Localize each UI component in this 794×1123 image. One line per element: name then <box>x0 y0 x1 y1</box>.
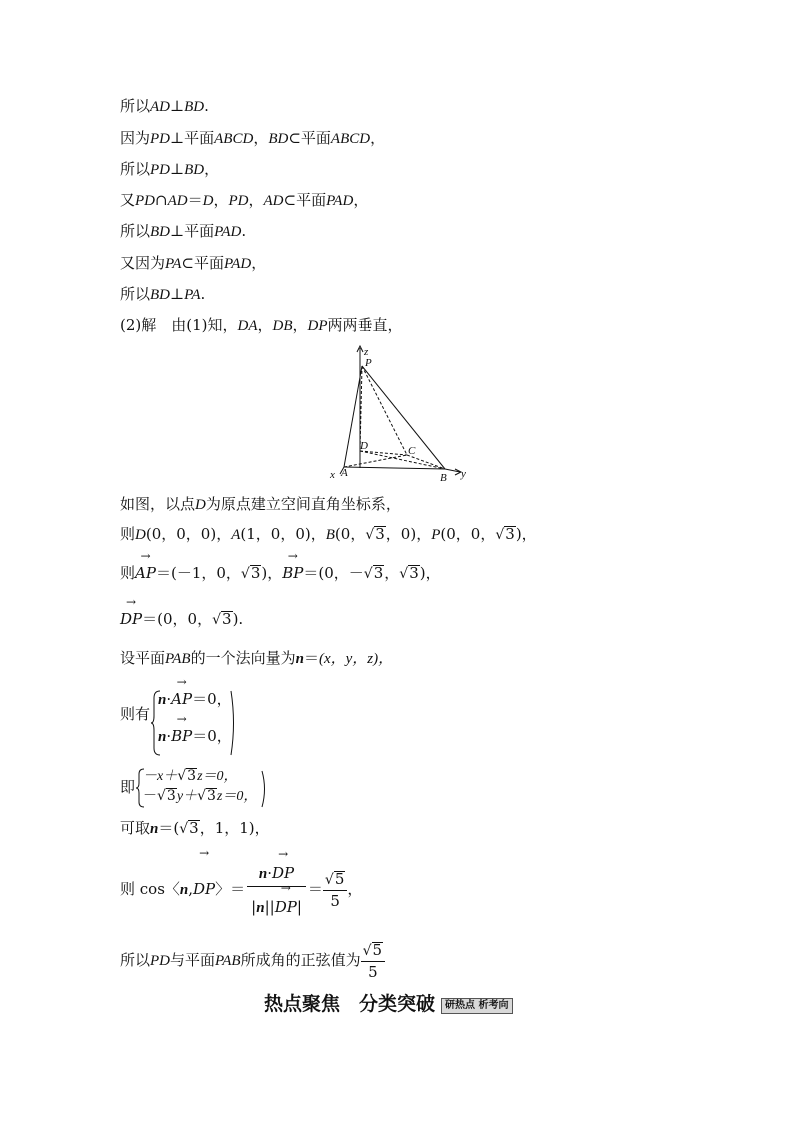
word: 所成角的正弦值为 <box>240 951 361 969</box>
math-var: B <box>325 527 335 543</box>
math-var: BD <box>184 99 205 115</box>
word: 因为 <box>120 129 151 147</box>
symbol: ⊥ <box>170 129 185 147</box>
vector-n: n <box>295 651 304 667</box>
label-A: A <box>341 467 348 479</box>
right-paren-1 <box>229 690 237 756</box>
sine-fraction <box>361 940 385 982</box>
word: 所以 <box>120 951 151 969</box>
system-1-label <box>120 704 150 724</box>
sqrt-sign: √ <box>324 872 334 888</box>
proof-line-12 <box>120 609 243 630</box>
radicand: 3 <box>250 564 261 582</box>
proof-line-4 <box>120 190 368 211</box>
result-fraction <box>323 869 347 911</box>
punct: ， <box>204 160 220 178</box>
punct: ， <box>216 525 232 543</box>
denominator: 5 <box>361 961 385 982</box>
section-banner <box>264 991 513 1017</box>
math-var: AD <box>167 193 188 209</box>
word: 如图，以点 <box>120 495 196 513</box>
word: 所以 <box>120 160 151 178</box>
symbol: ＝ <box>303 649 319 667</box>
math-var: PAB <box>165 651 191 667</box>
punct: ， <box>251 254 267 272</box>
word: 则 <box>120 564 136 582</box>
coord-value: (0，0， <box>440 525 496 543</box>
label-z: z <box>364 346 369 358</box>
vector-value: (0，－ <box>318 564 364 582</box>
label-x: x <box>330 469 335 481</box>
word: 又因为 <box>120 254 166 272</box>
vector-DP: → DP <box>120 609 142 629</box>
coord-value: (0，0，0) <box>145 525 217 543</box>
math-var: D <box>202 193 214 209</box>
sqrt-sign: √ <box>363 566 373 582</box>
symbol: ⊂ <box>181 254 194 272</box>
word: 设平面 <box>120 649 166 667</box>
sqrt-sign: √ <box>362 943 372 959</box>
punct: ， <box>248 191 264 209</box>
vector-n: n <box>158 692 167 708</box>
equation-rhs: ＝0， <box>192 690 232 708</box>
radicand: 3 <box>375 525 385 543</box>
abs-bar: | <box>296 897 302 916</box>
vector-n: n <box>158 729 167 745</box>
vector-BP: → BP <box>282 563 303 583</box>
word: 则 <box>120 525 136 543</box>
symbol: ⊥ <box>170 222 185 240</box>
punct: . <box>200 285 206 303</box>
radicand: 3 <box>206 788 216 804</box>
word: 平面 <box>300 129 331 147</box>
proof-line-final <box>120 938 385 983</box>
vector-n: n <box>150 821 159 837</box>
edge-AB <box>344 467 445 469</box>
word: 由(1)知， <box>171 316 238 334</box>
system-1-eq-2: n·→ BP＝0， <box>158 726 232 747</box>
proof-line-cos: 则 cos〈n,→ DP〉＝ $\frac{n\cdot\to DP}{|n||\to DP|}$ ＝ $\frac{√5}{5}$ ， <box>120 860 362 920</box>
punct: ， <box>213 191 229 209</box>
label-P: P <box>365 357 372 369</box>
symbol: 〉＝ <box>215 880 246 898</box>
math-var: PD <box>150 953 171 969</box>
vector-DP: → DP <box>275 895 297 919</box>
vector-DP: → DP <box>272 861 294 885</box>
radicand: 3 <box>505 525 515 543</box>
label-C: C <box>408 445 416 457</box>
edge-PB <box>362 366 445 469</box>
math-var: PAD <box>326 193 354 209</box>
equation-term: y＋ <box>176 789 198 804</box>
proof-line-9 <box>120 494 401 515</box>
word: 则有 <box>120 705 151 723</box>
punct: ， <box>292 316 308 334</box>
math-var: PAD <box>214 224 242 240</box>
math-var: PA <box>184 287 201 303</box>
radicand: 3 <box>409 564 419 582</box>
vector-value: (0，0， <box>157 610 213 628</box>
symbol: ＝ <box>303 564 319 582</box>
math-var: DP <box>307 318 328 334</box>
math-var: P <box>431 527 441 543</box>
punct: . <box>241 222 247 240</box>
abs-bar: | <box>269 897 275 916</box>
math-var: BD <box>150 224 171 240</box>
symbol: ⊥ <box>170 97 185 115</box>
vector-value: (－1，0， <box>170 564 241 582</box>
math-var: D <box>135 527 146 543</box>
math-var: BD <box>184 162 205 178</box>
math-var: D <box>195 497 206 513</box>
radicand: 3 <box>222 610 232 628</box>
symbol: ⊥ <box>170 285 185 303</box>
proof-line-10 <box>120 524 537 545</box>
system-2-eq-1 <box>143 767 238 786</box>
proof-line-2 <box>120 128 385 149</box>
punct: ， <box>257 316 273 334</box>
coord-value: ，0) <box>385 525 417 543</box>
math-var: PAD <box>224 256 252 272</box>
sqrt-sign: √ <box>179 821 189 837</box>
part-label: (2)解 <box>120 316 157 334</box>
proof-line-take-n <box>120 818 270 839</box>
word: 与平面 <box>170 951 216 969</box>
word: 所以 <box>120 97 151 115</box>
label-B: B <box>440 472 447 484</box>
symbol: ＝ <box>307 880 323 898</box>
word: 为原点建立空间直角坐标系， <box>205 495 401 513</box>
sqrt-sign: √ <box>495 527 505 543</box>
proof-line-7 <box>120 284 205 305</box>
math-var: ABCD <box>214 131 254 147</box>
word: 平面 <box>296 191 327 209</box>
math-var: A <box>231 527 241 543</box>
system-2-label <box>120 777 135 797</box>
sqrt-sign: √ <box>197 788 206 804</box>
proof-line-8 <box>120 315 403 336</box>
punct: ， <box>253 129 269 147</box>
word: 平面 <box>194 254 225 272</box>
abs-bar: | <box>251 897 257 916</box>
edge-AC <box>344 455 407 467</box>
vector-value: ，1，1)， <box>199 819 270 837</box>
symbol: ⊂ <box>288 129 301 147</box>
proof-line-5 <box>120 221 246 242</box>
equation-lhs: －x＋ <box>143 769 178 784</box>
word: 则 cos〈 <box>120 880 180 898</box>
denominator: 5 <box>323 890 347 911</box>
sqrt-sign: √ <box>157 788 166 804</box>
symbol: ＝ <box>142 610 158 628</box>
vector-n: n <box>258 865 268 882</box>
radicand: 3 <box>373 564 384 582</box>
symbol: ＝ <box>187 191 203 209</box>
edge-PC <box>362 366 407 455</box>
right-paren-2 <box>260 770 268 808</box>
word: 平面 <box>184 129 215 147</box>
word: 又 <box>120 191 136 209</box>
vector-AP: → AP <box>171 689 192 709</box>
cos-fraction: $\frac{n\cdot\to DP}{|n||\to DP|}$ <box>247 861 306 920</box>
word: 所以 <box>120 222 151 240</box>
punct: . <box>204 97 209 115</box>
sqrt-sign: √ <box>212 612 222 628</box>
symbol: ＝ <box>158 819 174 837</box>
punct: ， <box>370 129 386 147</box>
coord-value: (1，0，0) <box>240 525 311 543</box>
coord-value: (0， <box>334 525 366 543</box>
word: 平面 <box>184 222 215 240</box>
math-var: AD <box>150 99 171 115</box>
math-var: PD <box>228 193 249 209</box>
radicand: 3 <box>189 819 199 837</box>
word: 所以 <box>120 285 151 303</box>
proof-line-1 <box>120 96 209 117</box>
punct: )， <box>261 564 283 582</box>
punct: ， <box>521 525 537 543</box>
math-var: DA <box>237 318 258 334</box>
sqrt-sign: √ <box>177 768 187 784</box>
punct: ( <box>173 819 180 837</box>
system-2-eq-2 <box>143 787 257 806</box>
symbol: － <box>143 788 157 804</box>
section-banner-tag: 研热点 析考向 <box>441 998 512 1014</box>
vector-BP: → BP <box>171 726 192 746</box>
vector-value: (x，y，z)， <box>318 651 394 667</box>
proof-line-6 <box>120 253 266 274</box>
sqrt-sign: √ <box>365 527 375 543</box>
math-var: ABCD <box>330 131 371 147</box>
punct: ， <box>416 525 432 543</box>
punct: ， <box>310 525 326 543</box>
word: 可取 <box>120 819 151 837</box>
coord-value: ) <box>515 525 522 543</box>
equation-rhs: z＝0， <box>197 769 238 784</box>
proof-line-3 <box>120 159 219 180</box>
proof-line-11 <box>120 563 441 584</box>
math-var: PD <box>135 193 156 209</box>
symbol: ⊂ <box>283 191 297 209</box>
equation-rhs: z＝0， <box>216 789 258 804</box>
math-var: AD <box>263 193 284 209</box>
punct: ， <box>384 564 400 582</box>
radicand: 3 <box>166 788 176 804</box>
system-1-eq-1: n·→ AP＝0， <box>158 689 232 710</box>
word: 两两垂直， <box>327 316 403 334</box>
pyramid-coordinate-figure <box>320 343 480 485</box>
math-var: PD <box>150 162 171 178</box>
math-var: DB <box>272 318 293 334</box>
vector-DP: → DP <box>193 860 215 918</box>
word: 即 <box>120 778 136 796</box>
label-D: D <box>360 440 368 452</box>
sqrt-sign: √ <box>240 566 250 582</box>
punct: ， <box>347 880 363 898</box>
symbol: ⊥ <box>170 160 185 178</box>
proof-line-13 <box>120 648 393 669</box>
punct: )， <box>419 564 441 582</box>
radicand: 5 <box>372 941 383 959</box>
abs-bar: | <box>264 897 270 916</box>
math-var: PD <box>150 131 171 147</box>
word: 的一个法向量为 <box>190 649 296 667</box>
punct: ). <box>232 610 244 628</box>
symbol: ∩ <box>155 191 168 209</box>
vector-n: n <box>179 882 189 898</box>
sqrt-sign: √ <box>399 566 409 582</box>
vector-n: n <box>256 899 265 916</box>
math-var: BD <box>268 131 289 147</box>
label-y: y <box>461 468 466 480</box>
math-var: PAB <box>215 953 241 969</box>
punct: ， <box>353 191 369 209</box>
section-banner-title: 热点聚焦 分类突破 <box>264 993 436 1015</box>
vector-AP: → AP <box>135 563 156 583</box>
equation-rhs: ＝0， <box>192 727 232 745</box>
symbol: ＝ <box>155 564 171 582</box>
math-var: PA <box>165 256 182 272</box>
radicand: 3 <box>187 768 197 784</box>
radicand: 5 <box>334 870 345 888</box>
math-var: BD <box>150 287 171 303</box>
